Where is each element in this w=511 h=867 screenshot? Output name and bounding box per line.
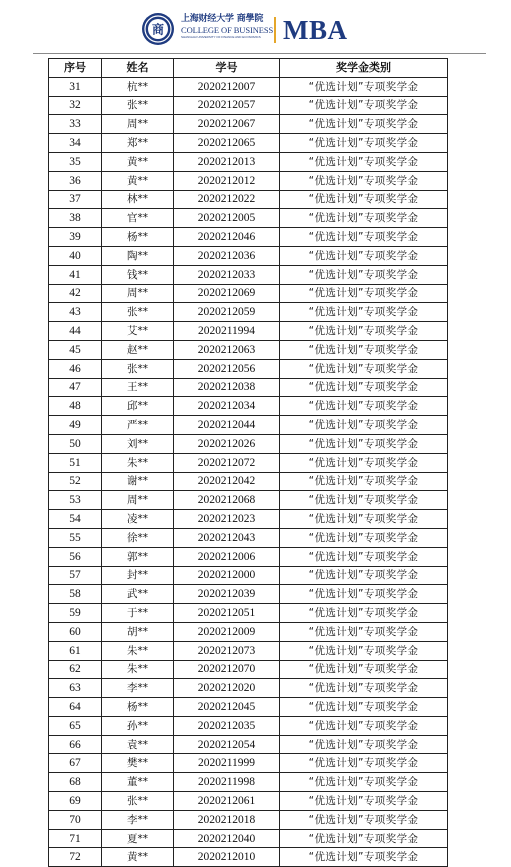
table-row [49,209,448,228]
table-row [49,547,448,566]
cell-award-type: “优选计划”专项奖学金 [280,472,448,491]
cell-award-type: “优选计划”专项奖学金 [280,190,448,209]
cell-seq: 45 [49,340,102,359]
cell-name: 董** [102,773,174,792]
cell-award-type: “优选计划”专项奖学金 [280,528,448,547]
cell-name: 徐** [102,528,174,547]
cell-seq: 49 [49,416,102,435]
table-row [49,134,448,153]
cell-seq: 38 [49,209,102,228]
cell-student-id: 2020212033 [174,265,280,284]
cell-award-type: “优选计划”专项奖学金 [280,434,448,453]
cell-student-id: 2020212044 [174,416,280,435]
cell-student-id: 2020212034 [174,397,280,416]
cell-student-id: 2020212013 [174,152,280,171]
cell-student-id: 2020212069 [174,284,280,303]
table-row [49,848,448,867]
cell-name: 武** [102,585,174,604]
cell-student-id: 2020212020 [174,679,280,698]
cell-award-type: “优选计划”专项奖学金 [280,735,448,754]
cell-award-type: “优选计划”专项奖学金 [280,284,448,303]
table-row [49,434,448,453]
cell-student-id: 2020212023 [174,510,280,529]
table-row [49,228,448,247]
cell-seq: 39 [49,228,102,247]
cell-name: 张** [102,359,174,378]
cell-student-id: 2020212057 [174,96,280,115]
cell-seq: 46 [49,359,102,378]
table-row [49,528,448,547]
cell-award-type: “优选计划”专项奖学金 [280,265,448,284]
cell-name: 周** [102,284,174,303]
cell-award-type: “优选计划”专项奖学金 [280,510,448,529]
cell-seq: 72 [49,848,102,867]
cell-student-id: 2020212036 [174,246,280,265]
cell-seq: 62 [49,660,102,679]
table-row [49,340,448,359]
table-row [49,77,448,96]
cell-name: 杭** [102,77,174,96]
cell-seq: 64 [49,698,102,717]
table-row [49,115,448,134]
cell-name: 严** [102,416,174,435]
cell-student-id: 2020211999 [174,754,280,773]
cell-name: 李** [102,810,174,829]
cell-student-id: 2020212070 [174,660,280,679]
cell-seq: 33 [49,115,102,134]
cell-award-type: “优选计划”专项奖学金 [280,416,448,435]
cell-name: 杨** [102,228,174,247]
cell-name: 张** [102,303,174,322]
cell-award-type: “优选计划”专项奖学金 [280,604,448,623]
cell-student-id: 2020212068 [174,491,280,510]
cell-student-id: 2020212010 [174,848,280,867]
cell-award-type: “优选计划”专项奖学金 [280,152,448,171]
cell-award-type: “优选计划”专项奖学金 [280,171,448,190]
cell-name: 张** [102,792,174,811]
cell-student-id: 2020212042 [174,472,280,491]
table-row [49,773,448,792]
cell-award-type: “优选计划”专项奖学金 [280,303,448,322]
header-divider [274,17,276,43]
table-row [49,754,448,773]
cell-name: 张** [102,96,174,115]
cell-student-id: 2020212073 [174,641,280,660]
table-body [49,77,448,866]
cell-seq: 54 [49,510,102,529]
cell-student-id: 2020212007 [174,77,280,96]
cell-student-id: 2020212061 [174,792,280,811]
cell-name: 郭** [102,547,174,566]
cell-award-type: “优选计划”专项奖学金 [280,491,448,510]
cell-award-type: “优选计划”专项奖学金 [280,810,448,829]
cell-name: 刘** [102,434,174,453]
cell-seq: 31 [49,77,102,96]
table-row [49,566,448,585]
table-row [49,152,448,171]
cell-award-type: “优选计划”专项奖学金 [280,322,448,341]
cell-seq: 34 [49,134,102,153]
school-seal-icon [141,12,175,46]
cell-seq: 66 [49,735,102,754]
table-row [49,246,448,265]
cell-award-type: “优选计划”专项奖学金 [280,453,448,472]
cell-name: 艾** [102,322,174,341]
cell-seq: 37 [49,190,102,209]
table-row [49,829,448,848]
cell-student-id: 2020212035 [174,716,280,735]
cell-award-type: “优选计划”专项奖学金 [280,698,448,717]
cell-student-id: 2020212039 [174,585,280,604]
table-header-row [49,59,448,78]
cell-name: 王** [102,378,174,397]
cell-student-id: 2020212067 [174,115,280,134]
table-row [49,472,448,491]
cell-award-type: “优选计划”专项奖学金 [280,792,448,811]
cell-seq: 59 [49,604,102,623]
cell-seq: 35 [49,152,102,171]
cell-student-id: 2020212018 [174,810,280,829]
school-name-university: SHANGHAI UNIVERSITY OF FINANCE AND ECONOMICS [181,35,261,39]
cell-award-type: “优选计划”专项奖学金 [280,228,448,247]
cell-seq: 71 [49,829,102,848]
cell-award-type: “优选计划”专项奖学金 [280,660,448,679]
cell-award-type: “优选计划”专项奖学金 [280,547,448,566]
cell-seq: 69 [49,792,102,811]
table-row [49,190,448,209]
cell-award-type: “优选计划”专项奖学金 [280,246,448,265]
cell-name: 林** [102,190,174,209]
table-row [49,641,448,660]
cell-name: 封** [102,566,174,585]
cell-seq: 36 [49,171,102,190]
table-row [49,265,448,284]
cell-student-id: 2020212012 [174,171,280,190]
cell-seq: 52 [49,472,102,491]
cell-award-type: “优选计划”专项奖学金 [280,848,448,867]
cell-award-type: “优选计划”专项奖学金 [280,209,448,228]
table-row [49,96,448,115]
table-row [49,491,448,510]
table-row [49,453,448,472]
cell-name: 凌** [102,510,174,529]
cell-student-id: 2020212056 [174,359,280,378]
cell-name: 袁** [102,735,174,754]
cell-name: 赵** [102,340,174,359]
cell-student-id: 2020212045 [174,698,280,717]
cell-student-id: 2020211994 [174,322,280,341]
cell-name: 朱** [102,660,174,679]
cell-student-id: 2020212059 [174,303,280,322]
cell-award-type: “优选计划”专项奖学金 [280,359,448,378]
table-row [49,397,448,416]
program-logo: MBA [283,15,348,45]
table-row [49,679,448,698]
cell-name: 樊** [102,754,174,773]
cell-seq: 41 [49,265,102,284]
cell-student-id: 2020212009 [174,622,280,641]
cell-name: 朱** [102,453,174,472]
cell-seq: 32 [49,96,102,115]
cell-seq: 56 [49,547,102,566]
table-row [49,416,448,435]
table-row [49,585,448,604]
cell-name: 杨** [102,698,174,717]
header-seq: 序号 [49,59,102,78]
cell-student-id: 2020212026 [174,434,280,453]
table-row [49,792,448,811]
cell-name: 谢** [102,472,174,491]
cell-name: 黄** [102,152,174,171]
cell-name: 官** [102,209,174,228]
header-student-id: 学号 [174,59,280,78]
cell-seq: 58 [49,585,102,604]
cell-award-type: “优选计划”专项奖学金 [280,754,448,773]
cell-name: 陶** [102,246,174,265]
table-row [49,716,448,735]
cell-name: 周** [102,115,174,134]
cell-student-id: 2020212022 [174,190,280,209]
cell-name: 黄** [102,171,174,190]
cell-name: 钱** [102,265,174,284]
school-name [181,14,273,39]
cell-seq: 44 [49,322,102,341]
cell-seq: 61 [49,641,102,660]
cell-name: 邱** [102,397,174,416]
cell-award-type: “优选计划”专项奖学金 [280,641,448,660]
cell-award-type: “优选计划”专项奖学金 [280,77,448,96]
cell-award-type: “优选计划”专项奖学金 [280,679,448,698]
cell-student-id: 2020212038 [174,378,280,397]
cell-award-type: “优选计划”专项奖学金 [280,96,448,115]
cell-award-type: “优选计划”专项奖学金 [280,773,448,792]
cell-award-type: “优选计划”专项奖学金 [280,585,448,604]
cell-name: 黄** [102,848,174,867]
document-header [0,0,511,54]
cell-student-id: 2020212040 [174,829,280,848]
table-row [49,622,448,641]
table-row [49,171,448,190]
cell-seq: 42 [49,284,102,303]
seal-glyph: 商 [151,22,165,37]
table-row [49,735,448,754]
cell-name: 孙** [102,716,174,735]
table-row [49,698,448,717]
cell-name: 周** [102,491,174,510]
cell-student-id: 2020212063 [174,340,280,359]
cell-student-id: 2020212046 [174,228,280,247]
cell-seq: 67 [49,754,102,773]
table-row [49,810,448,829]
header-award-type: 奖学金类别 [280,59,448,78]
school-name-english: COLLEGE OF BUSINESS [181,25,274,35]
table-row [49,510,448,529]
header-rule [33,53,486,54]
cell-name: 胡** [102,622,174,641]
cell-seq: 47 [49,378,102,397]
cell-name: 夏** [102,829,174,848]
cell-student-id: 2020212000 [174,566,280,585]
cell-seq: 70 [49,810,102,829]
cell-seq: 53 [49,491,102,510]
cell-seq: 55 [49,528,102,547]
cell-award-type: “优选计划”专项奖学金 [280,115,448,134]
cell-seq: 68 [49,773,102,792]
scholarship-table [48,58,448,867]
cell-student-id: 2020212043 [174,528,280,547]
cell-student-id: 2020212054 [174,735,280,754]
cell-award-type: “优选计划”专项奖学金 [280,829,448,848]
table-row [49,284,448,303]
table-row [49,604,448,623]
school-name-chinese: 上海财经大学 商學院 [181,14,264,24]
header-name: 姓名 [102,59,174,78]
cell-award-type: “优选计划”专项奖学金 [280,134,448,153]
table-row [49,303,448,322]
cell-name: 朱** [102,641,174,660]
cell-seq: 57 [49,566,102,585]
cell-name: 于** [102,604,174,623]
table-row [49,359,448,378]
cell-seq: 63 [49,679,102,698]
table-row [49,322,448,341]
cell-seq: 48 [49,397,102,416]
cell-seq: 65 [49,716,102,735]
cell-student-id: 2020212005 [174,209,280,228]
cell-seq: 43 [49,303,102,322]
cell-seq: 51 [49,453,102,472]
cell-student-id: 2020212051 [174,604,280,623]
table-row [49,378,448,397]
cell-award-type: “优选计划”专项奖学金 [280,622,448,641]
cell-award-type: “优选计划”专项奖学金 [280,378,448,397]
cell-seq: 40 [49,246,102,265]
cell-name: 李** [102,679,174,698]
cell-student-id: 2020212072 [174,453,280,472]
cell-seq: 50 [49,434,102,453]
cell-award-type: “优选计划”专项奖学金 [280,397,448,416]
cell-award-type: “优选计划”专项奖学金 [280,716,448,735]
cell-student-id: 2020211998 [174,773,280,792]
cell-student-id: 2020212065 [174,134,280,153]
cell-award-type: “优选计划”专项奖学金 [280,340,448,359]
table-row [49,660,448,679]
cell-award-type: “优选计划”专项奖学金 [280,566,448,585]
cell-name: 郑** [102,134,174,153]
cell-seq: 60 [49,622,102,641]
cell-student-id: 2020212006 [174,547,280,566]
